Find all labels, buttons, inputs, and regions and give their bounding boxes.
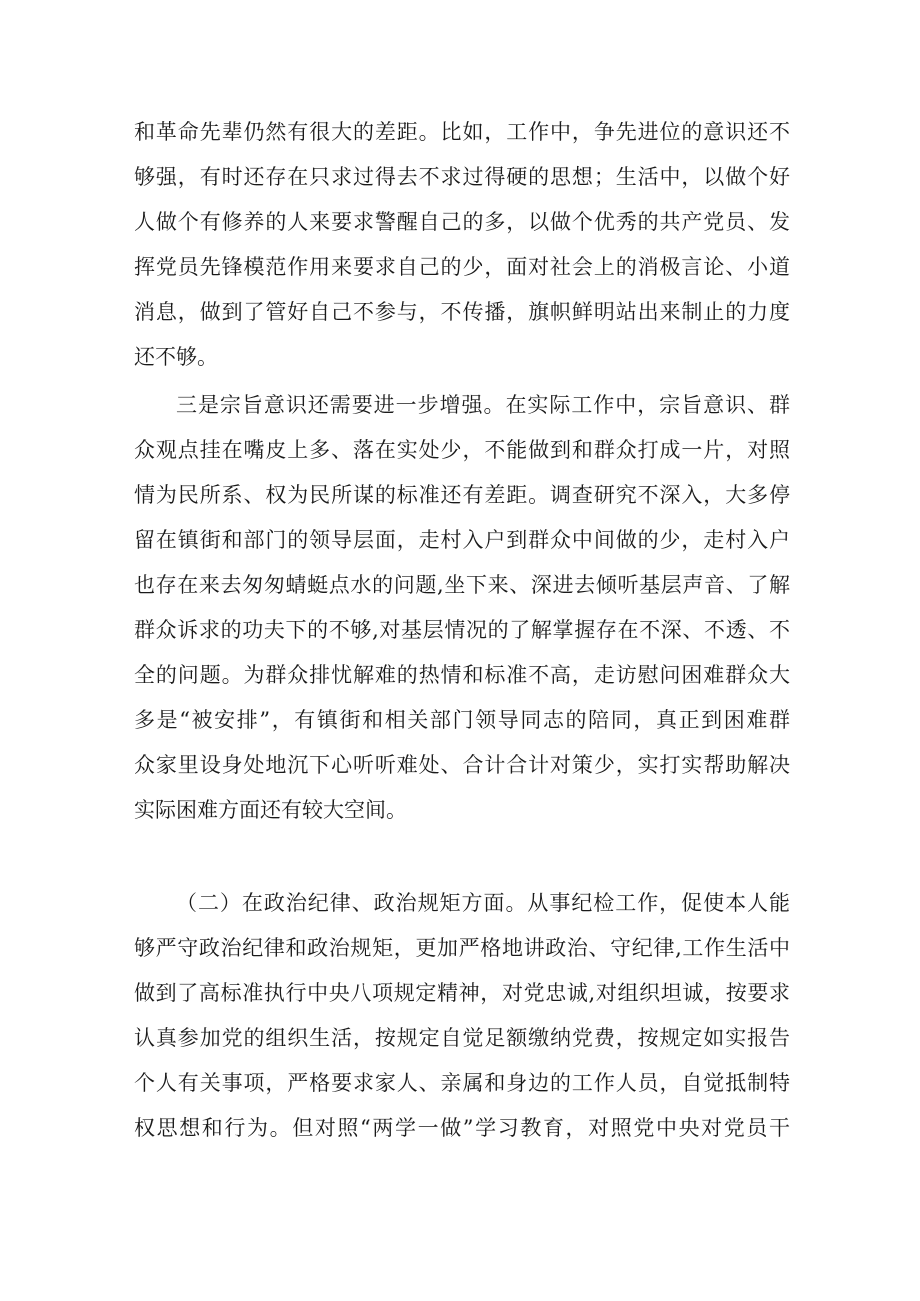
text-line: （二）在政治纪律、政治规矩方面。从事纪检工作，促使本人能 <box>176 891 790 915</box>
paragraph-3 <box>134 881 790 1151</box>
text-line: 众观点挂在嘴皮上多、落在实处少，不能做到和群众打成一片，对照 <box>134 438 790 462</box>
text-line: 也存在来去匆匆蜻蜓点水的问题,坐下来、深进去倾听基层声音、了解 <box>134 573 790 597</box>
text-line: 人做个有修养的人来要求警醒自己的多，以做个优秀的共产党员、发 <box>134 210 790 234</box>
text-line: 多是“被安排”，有镇街和相关部门领导同志的陪同，真正到困难群 <box>134 708 790 732</box>
text-line: 做到了高标准执行中央八项规定精神，对党忠诚,对组织坦诚，按要求 <box>134 981 790 1005</box>
paragraph-1 <box>134 110 790 380</box>
text-line: 够严守政治纪律和政治规矩，更加严格地讲政治、守纪律,工作生活中 <box>134 936 790 960</box>
text-line: 留在镇街和部门的领导层面，走村入户到群众中间做的少，走村入户 <box>134 528 790 552</box>
paragraph-2 <box>134 383 790 833</box>
text-line: 消息，做到了管好自己不参与，不传播，旗帜鲜明站出来制止的力度 <box>134 300 790 324</box>
text-line: 够强，有时还存在只求过得去不求过得硬的思想；生活中，以做个好 <box>134 165 790 189</box>
text-line: 三是宗旨意识还需要进一步增强。在实际工作中，宗旨意识、群 <box>176 393 790 417</box>
text-line: 众家里设身处地沉下心听听难处、合计合计对策少，实打实帮助解决 <box>134 753 790 777</box>
text-line: 情为民所系、权为民所谋的标准还有差距。调查研究不深入，大多停 <box>134 483 790 507</box>
text-line: 实际困难方面还有较大空间。 <box>134 798 407 822</box>
text-line: 还不够。 <box>134 345 218 369</box>
text-line: 权思想和行为。但对照“两学一做”学习教育，对照党中央对党员干 <box>134 1116 790 1140</box>
text-line: 认真参加党的组织生活，按规定自觉足额缴纳党费，按规定如实报告 <box>134 1026 790 1050</box>
text-line: 群众诉求的功夫下的不够,对基层情况的了解掌握存在不深、不透、不 <box>134 618 790 642</box>
text-line: 挥党员先锋模范作用来要求自己的少，面对社会上的消极言论、小道 <box>134 255 790 279</box>
text-line: 个人有关事项，严格要求家人、亲属和身边的工作人员，自觉抵制特 <box>134 1071 790 1095</box>
text-line: 全的问题。为群众排忧解难的热情和标准不高，走访慰问困难群众大 <box>134 663 790 687</box>
text-line: 和革命先辈仍然有很大的差距。比如，工作中，争先进位的意识还不 <box>134 120 790 144</box>
